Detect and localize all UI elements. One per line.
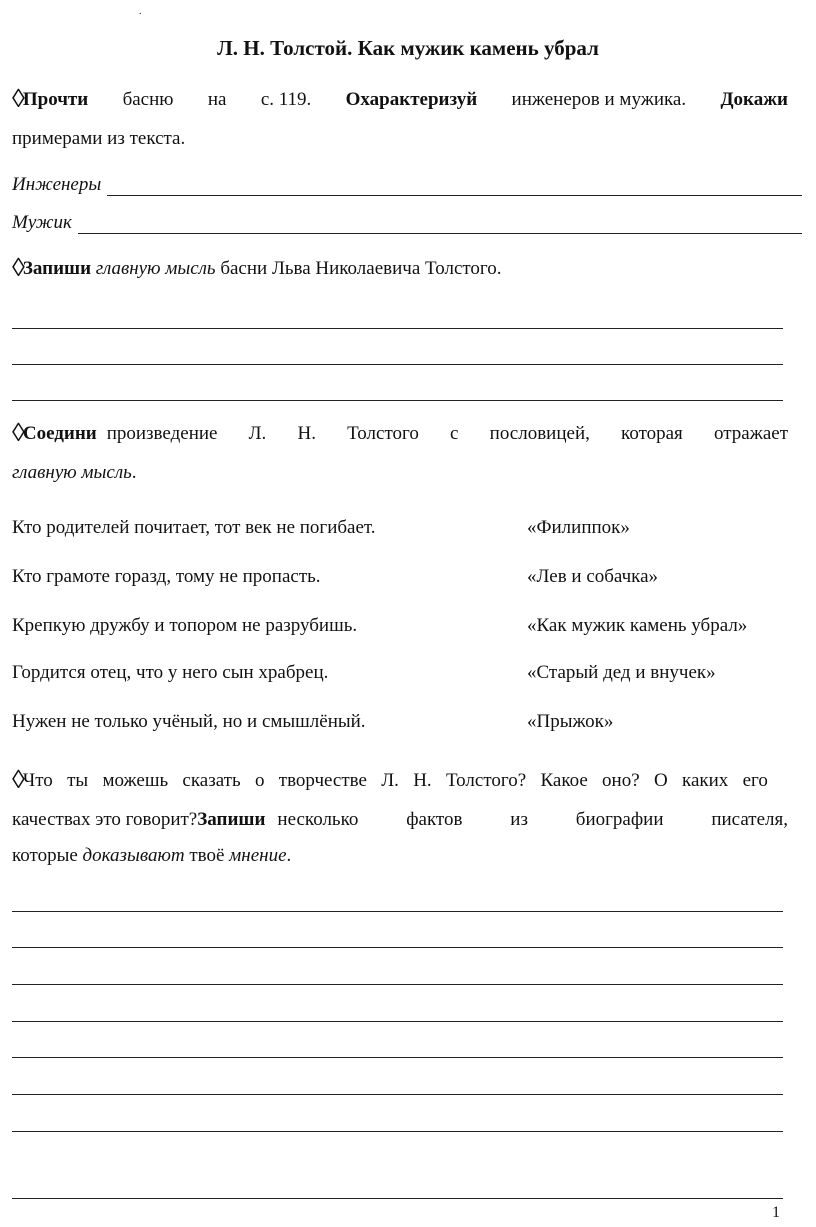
work-item[interactable]: «Старый дед и внучек» xyxy=(527,662,716,683)
answer-line[interactable] xyxy=(12,1057,783,1058)
task-verb-write: Запиши xyxy=(197,809,266,830)
engineers-answer-line[interactable] xyxy=(107,179,802,196)
proverb-item[interactable]: Кто грамоте горазд, тому не пропасть. xyxy=(12,566,321,587)
header-dot: . xyxy=(139,6,142,17)
engineers-label: Инженеры xyxy=(12,174,102,195)
peasant-answer-line[interactable] xyxy=(78,217,802,234)
page-number: 1 xyxy=(772,1204,780,1221)
peasant-answer-row xyxy=(12,212,802,234)
task-verb-connect: Соедини xyxy=(22,423,97,444)
diamond-icon: ◊ xyxy=(12,418,25,447)
footer-divider xyxy=(12,1198,783,1199)
answer-line[interactable] xyxy=(12,947,783,948)
proverb-item[interactable]: Кто родителей почитает, тот век не погибает. xyxy=(12,517,376,538)
diamond-icon: ◊ xyxy=(12,84,25,113)
task-biography: ◊Что ты можешь сказать о творчестве Л. Н. Толстого? Какое оно? О каких его качествах это говорит? Запиши несколько фактов из биографии писателя, которые доказывают твоё мнение. xyxy=(12,765,788,866)
peasant-label: Мужик xyxy=(12,212,72,233)
page-title: Л. Н. Толстой. Как мужик камень убрал xyxy=(217,36,599,60)
proverb-item[interactable]: Гордится отец, что у него сын храбрец. xyxy=(12,662,329,683)
work-item[interactable]: «Прыжок» xyxy=(527,711,614,732)
task-connect: ◊Соедини произведение Л. Н. Толстого с пословицей, которая отражает главную мысль. xyxy=(12,418,788,483)
answer-line[interactable] xyxy=(12,1021,783,1022)
answer-line[interactable] xyxy=(12,364,783,365)
answer-line[interactable] xyxy=(12,911,783,912)
task-verb-read: Прочти xyxy=(22,89,89,110)
answer-line[interactable] xyxy=(12,1094,783,1095)
task-verb-write: Запиши xyxy=(22,258,92,279)
proverb-item[interactable]: Крепкую дружбу и топором не разрубишь. xyxy=(12,615,358,636)
task-verb-characterize: Охарактеризуй xyxy=(345,89,478,110)
task-verb-prove: Докажи xyxy=(720,89,788,110)
diamond-icon: ◊ xyxy=(12,253,25,282)
answer-line[interactable] xyxy=(12,1131,783,1132)
work-item[interactable]: «Как мужик камень убрал» xyxy=(527,615,748,636)
diamond-icon: ◊ xyxy=(12,765,25,794)
engineers-answer-row xyxy=(12,174,802,196)
answer-line[interactable] xyxy=(12,400,783,401)
answer-line[interactable] xyxy=(12,984,783,985)
work-item[interactable]: «Филиппок» xyxy=(527,517,630,538)
work-item[interactable]: «Лев и собачка» xyxy=(527,566,659,587)
page-reference: с. 119. xyxy=(260,89,312,110)
proverb-item[interactable]: Нужен не только учёный, но и смышлёный. xyxy=(12,711,366,732)
task-read-fable: ◊Прочти басню на с. 119. Охарактеризуй инженеров и мужика. Докажи примерами из текста. xyxy=(12,84,788,149)
task-main-idea: ◊Запиши главную мысль басни Льва Николаевича Толстого. xyxy=(12,253,502,282)
answer-line[interactable] xyxy=(12,328,783,329)
